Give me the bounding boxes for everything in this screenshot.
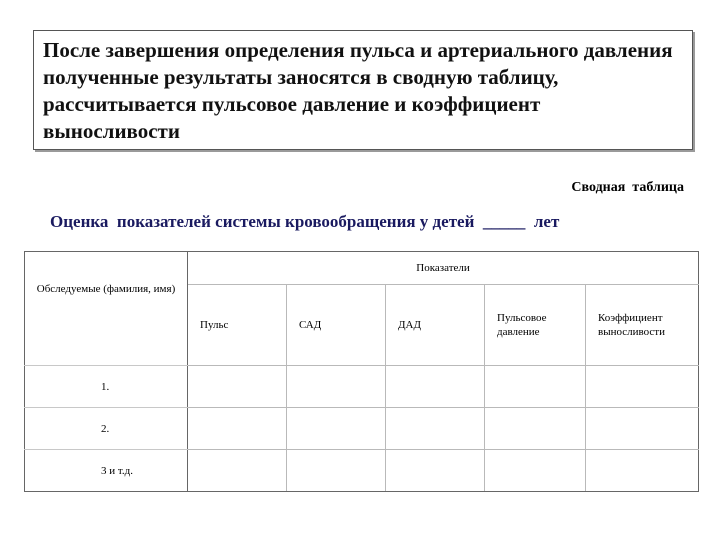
column-header-pulse-pressure xyxy=(485,285,586,366)
column-header-sad-label: САД xyxy=(299,319,322,331)
name-column-header-label: Обследуемые (фамилия, имя) xyxy=(36,283,176,295)
summary-table xyxy=(24,251,699,492)
table-cell[interactable] xyxy=(287,450,386,492)
table-row xyxy=(25,408,699,450)
column-header-dad xyxy=(386,285,485,366)
table-cell[interactable] xyxy=(386,408,485,450)
table-cell[interactable] xyxy=(485,366,586,408)
indicators-group-header-label: Показатели xyxy=(416,262,470,274)
row-label: 3 и т.д. xyxy=(25,450,188,492)
table-cell[interactable] xyxy=(586,450,699,492)
table-caption: Сводная таблица xyxy=(571,180,684,195)
column-header-pulse-label: Пульс xyxy=(200,319,229,331)
column-header-dad-label: ДАД xyxy=(398,319,421,331)
table-cell[interactable] xyxy=(287,408,386,450)
column-header-pulse-pressure-label: Пульсовое давление xyxy=(497,312,547,338)
name-column-header xyxy=(25,252,188,366)
table-cell[interactable] xyxy=(586,408,699,450)
table-title: Оценка показателей системы кровообращения у детей _____ лет xyxy=(50,212,560,231)
intro-text: После завершения определения пульса и артериального давления полученные результаты заносятся в сводную таблицу, рассчитывается пульсовое давление и коэффициент выносливости xyxy=(43,38,673,143)
table-cell[interactable] xyxy=(485,450,586,492)
intro-box xyxy=(33,30,693,150)
indicators-group-header xyxy=(188,252,699,285)
column-header-sad xyxy=(287,285,386,366)
table-cell[interactable] xyxy=(386,450,485,492)
table-row xyxy=(25,366,699,408)
table-cell[interactable] xyxy=(386,366,485,408)
column-header-endurance-coefficient-label: Коэффициент выносливости xyxy=(598,312,665,338)
table-cell[interactable] xyxy=(188,408,287,450)
column-header-endurance-coefficient xyxy=(586,285,699,366)
row-label: 2. xyxy=(25,408,188,450)
row-label: 1. xyxy=(25,366,188,408)
table-cell[interactable] xyxy=(188,366,287,408)
column-header-pulse xyxy=(188,285,287,366)
table-cell[interactable] xyxy=(188,450,287,492)
table-cell[interactable] xyxy=(287,366,386,408)
table-cell[interactable] xyxy=(586,366,699,408)
table-row xyxy=(25,450,699,492)
table-cell[interactable] xyxy=(485,408,586,450)
